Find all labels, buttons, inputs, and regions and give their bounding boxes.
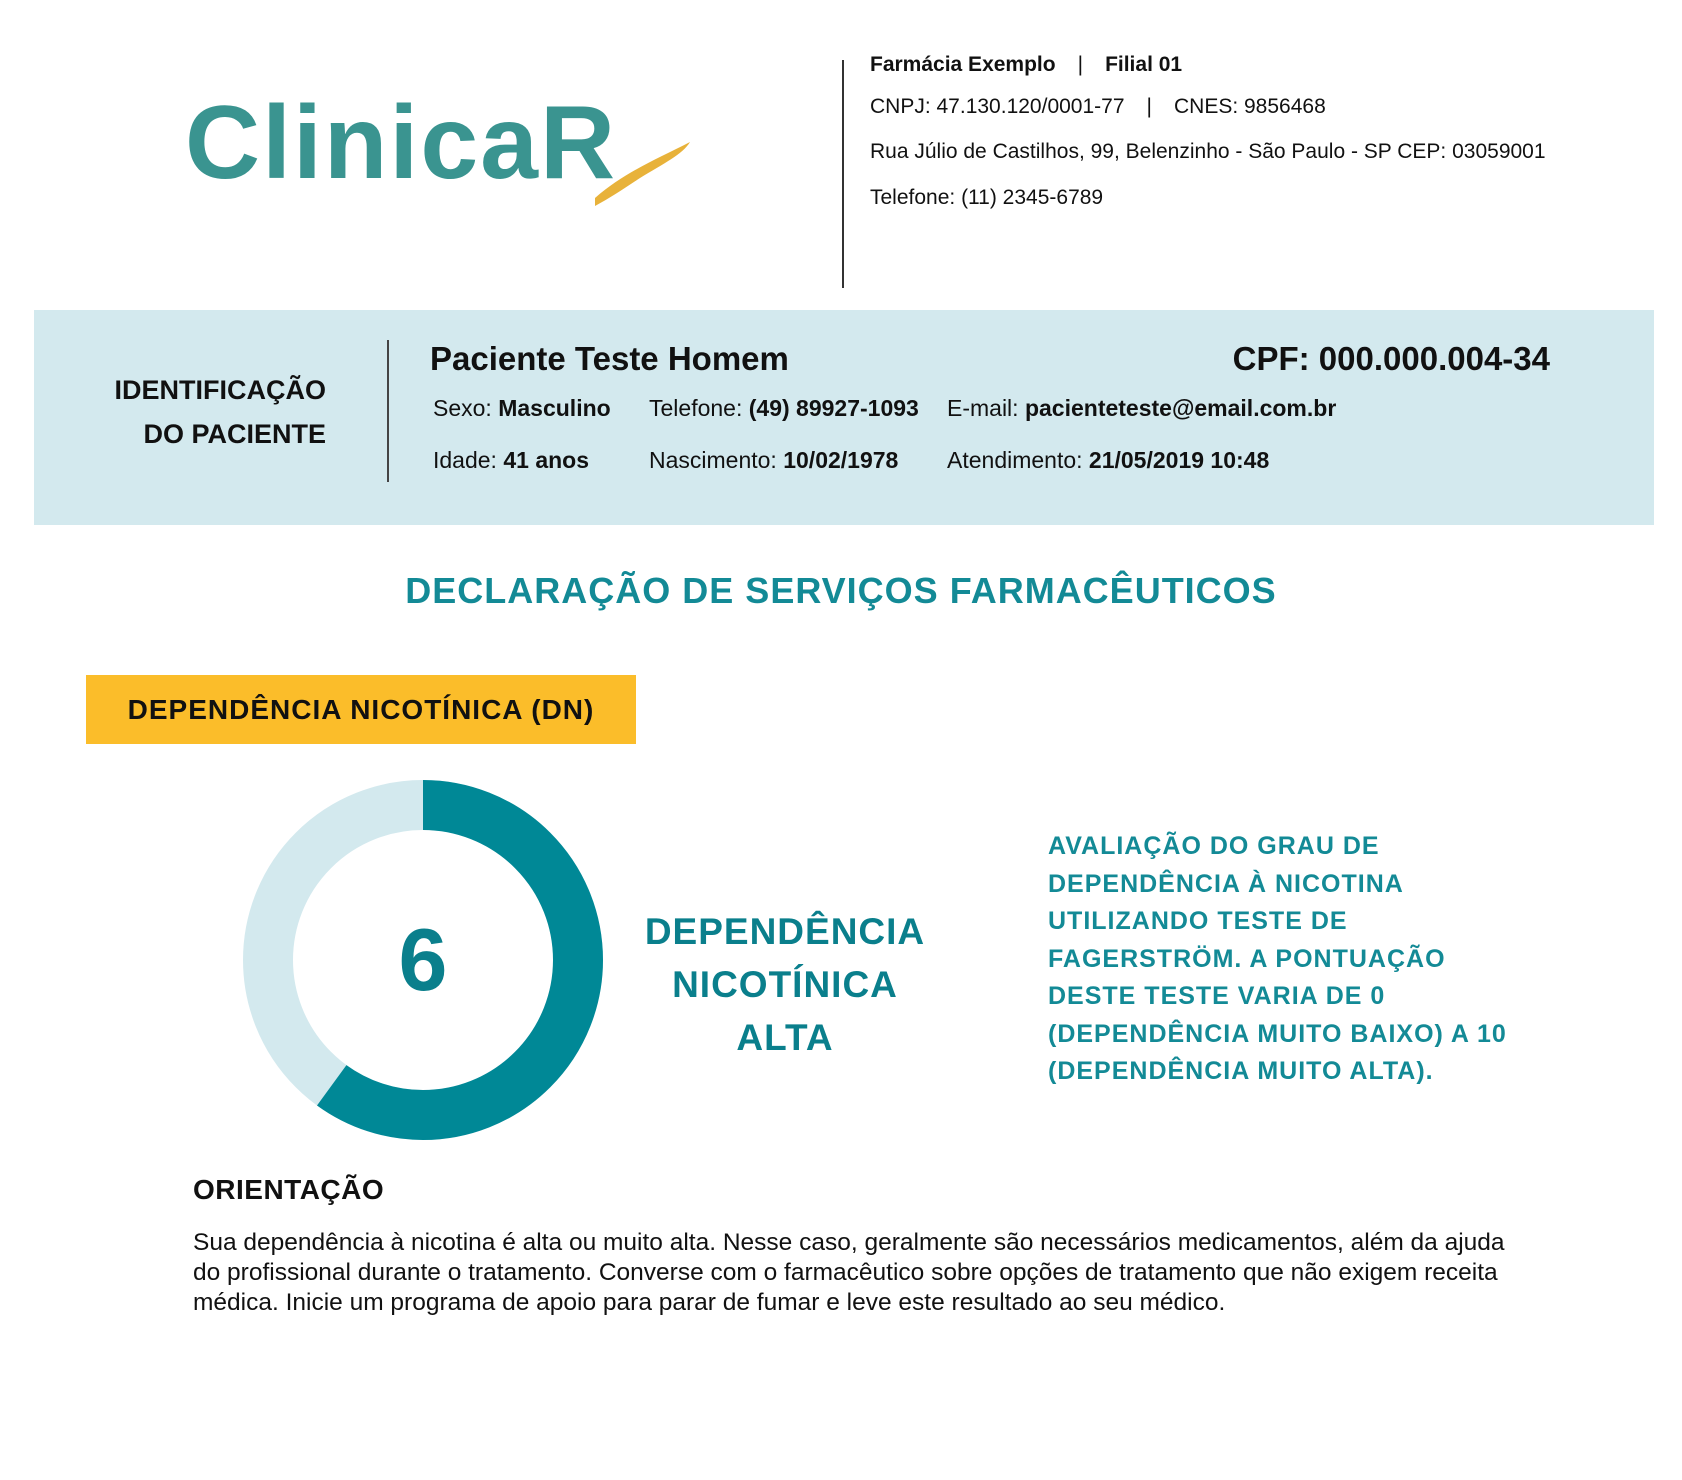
pharmacy-ids-row (870, 96, 1326, 117)
patient-birthdate (649, 447, 898, 474)
patient-cpf: CPF: 000.000.004-34 (1232, 340, 1550, 377)
dependency-level-line2: NICOTÍNICA (672, 964, 898, 1005)
patient-name: Paciente Teste Homem (430, 340, 789, 377)
dependency-level-line1: DEPENDÊNCIA (644, 911, 926, 952)
patient-birthdate-value: 10/02/1978 (783, 447, 899, 473)
pharmacy-cnpj: CNPJ: 47.130.120/0001-77 (870, 95, 1125, 118)
assessment-description: AVALIAÇÃO DO GRAU DE DEPENDÊNCIA À NICOTINA UTILIZANDO TESTE DE FAGERSTRÖM. A PONTUAÇÃO DESTE TESTE VARIA DE 0 (DEPENDÊNCIA MUITO BAIXO) A 10 (DEPENDÊNCIA MUITO ALTA). (1048, 832, 1507, 1085)
patient-email-label: E-mail: (947, 395, 1019, 421)
patient-appointment-label: Atendimento: (947, 447, 1083, 473)
patient-phone (649, 395, 919, 422)
patient-appointment (947, 447, 1269, 474)
pharmacy-cnes: CNES: 9856468 (1173, 95, 1326, 118)
patient-sex-value: Masculino (498, 395, 611, 421)
patient-age (433, 447, 589, 474)
patient-identification-band (34, 310, 1654, 525)
patient-section-title-line2: DO PACIENTE (143, 419, 326, 449)
header-divider (842, 60, 844, 288)
patient-section-title-line1: IDENTIFICAÇÃO (114, 375, 326, 405)
orientation-title: ORIENTAÇÃO (193, 1174, 385, 1205)
patient-phone-label: Telefone: (649, 395, 743, 421)
pharmacy-separator: | (1077, 53, 1084, 76)
patient-sex (433, 395, 611, 422)
orientation-text: Sua dependência à nicotina é alta ou muito alta. Nesse caso, geralmente são necessários medicamentos, além da ajuda do profissional durante o tratamento. Converse com o farmacêutico sobre opções de tratamento que não exigem receita médica. Inicie um programa de apoio para parar de fumar e leve este resultado ao seu médico. (193, 1229, 1505, 1316)
patient-section-title (34, 368, 326, 456)
patient-email-value: pacienteteste@email.com.br (1024, 395, 1337, 421)
dependency-level-label (620, 905, 950, 1064)
patient-divider (387, 340, 389, 482)
patient-age-value: 41 anos (503, 447, 589, 473)
patient-birthdate-label: Nascimento: (649, 447, 777, 473)
pharmacy-phone: Telefone: (11) 2345-6789 (870, 186, 1104, 209)
pharmacy-branch: Filial 01 (1105, 53, 1183, 76)
patient-email (947, 395, 1336, 422)
patient-appointment-value: 21/05/2019 10:48 (1088, 447, 1270, 473)
document-title: DECLARAÇÃO DE SERVIÇOS FARMACÊUTICOS (405, 570, 1277, 611)
patient-phone-value: (49) 89927-1093 (748, 395, 919, 421)
patient-age-label: Idade: (433, 447, 497, 473)
gauge-score-value: 6 (398, 910, 448, 1009)
pharmacy-ids-separator: | (1146, 95, 1152, 118)
pharmacy-name: Farmácia Exemplo (870, 53, 1056, 76)
pharmacy-name-row (870, 54, 1182, 75)
patient-sex-label: Sexo: (433, 395, 492, 421)
pharmacy-address: Rua Júlio de Castilhos, 99, Belenzinho - São Paulo - SP CEP: 03059001 (870, 140, 1546, 163)
assessment-section-badge: DEPENDÊNCIA NICOTÍNICA (DN) (86, 675, 636, 744)
dependency-level-line3: ALTA (736, 1017, 834, 1058)
clinicar-logo (185, 80, 705, 220)
logo-wordmark: ClinicaR (185, 85, 618, 201)
